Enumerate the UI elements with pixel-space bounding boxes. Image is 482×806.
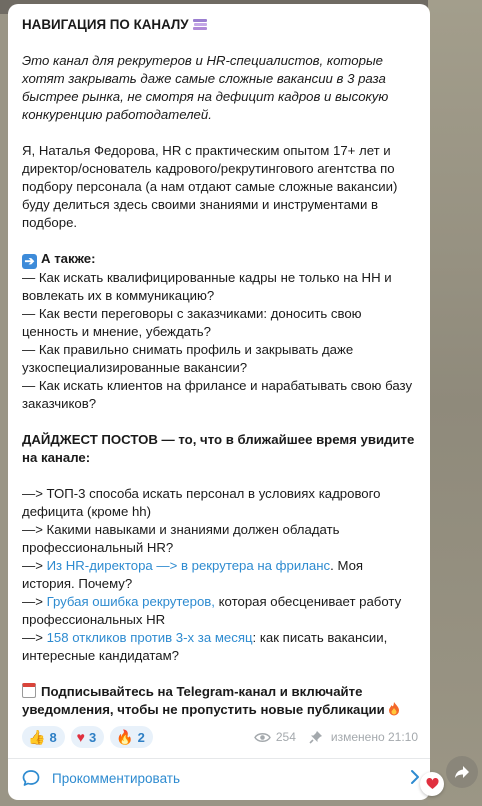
heart-reaction-button[interactable] [420, 772, 444, 796]
pin-icon [309, 730, 323, 744]
reactions-bar [22, 726, 153, 748]
background-right [428, 0, 482, 806]
also-item: — Как правильно снимать профиль и закрывать даже узкоспециализированные вакансии? [22, 342, 354, 375]
reaction-thumbs-up[interactable]: 👍 8 [22, 726, 65, 748]
intro-text: Это канал для рекрутеров и HR-специалистов, которые хотят закрывать даже самые сложные вакансии в 3 раза быстрее рынка, не смотря на дефицит кадров и высокую конкуренцию работодателей. [22, 53, 389, 122]
digest-item: —> ТОП-3 способа искать персонал в условиях кадрового дефицита (кроме hh) [22, 486, 381, 519]
also-item: — Как искать клиентов на фрилансе и нарабатывать свою базу заказчиков? [22, 378, 413, 411]
also-item: — Как искать квалифицированные кадры не только на HH и вовлекать их в коммуникацию? [22, 270, 392, 303]
reaction-heart[interactable]: ♥ 3 [71, 726, 105, 748]
also-item: — Как вести переговоры с заказчиками: доносить свою ценность и мнение, убеждать? [22, 306, 362, 339]
message-meta [254, 730, 418, 744]
digest-item: —> Грубая ошибка рекрутеров, которая обесценивает работу профессиональных HR [22, 594, 402, 627]
heart-icon: ♥ [76, 729, 85, 745]
digest-item: —> Из HR-директора —> в рекрутера на фриланс. Моя история. Почему? [22, 558, 364, 591]
heart-icon [426, 778, 439, 790]
digest-item: —> Какими навыками и знаниями должен обладать профессиональный HR? [22, 522, 340, 555]
thumbs-up-icon: 👍 [28, 729, 46, 745]
also-heading: ➔ А также: [22, 250, 416, 269]
cta-text: Подписывайтесь на Telegram-канал и включайте уведомления, чтобы не пропустить новые публикации [22, 683, 416, 719]
share-icon [454, 765, 470, 779]
digest-item: —> 158 откликов против 3-х за месяц: как писать вакансии, интересные кандидатам? [22, 630, 388, 663]
about-text: Я, Наталья Федорова, HR с практическим опытом 17+ лет и директор/основатель кадрового/рекрутингового агентства по подбору персонала (а нам отдают самые сложные вакансии) буду делиться здесь своими знаниями и инструментами в подборе. [22, 143, 398, 230]
fire-icon [387, 701, 401, 716]
digest-link-freelance[interactable]: Из HR-директора —> в рекрутера на фриланс [46, 558, 331, 573]
eye-icon [254, 732, 271, 743]
edited-label: изменено 21:10 [330, 730, 418, 744]
fire-icon: 🔥 [116, 729, 134, 745]
views-count: 254 [275, 730, 296, 744]
divider [8, 758, 430, 759]
books-icon [192, 18, 208, 31]
reaction-fire[interactable]: 🔥 2 [110, 726, 153, 748]
chevron-right-icon [410, 769, 420, 785]
share-button[interactable] [446, 756, 478, 788]
message-bubble [8, 4, 430, 800]
message-text [8, 4, 430, 719]
arrow-right-icon: ➔ [22, 254, 37, 269]
digest-heading: ДАЙДЖЕСТ ПОСТОВ — то, что в ближайшее время увидите на канале: [22, 432, 415, 465]
digest-link-responses[interactable]: 158 откликов против 3-х за месяц [46, 630, 253, 645]
digest-link-mistake[interactable]: Грубая ошибка рекрутеров, [46, 594, 215, 609]
post-title: НАВИГАЦИЯ ПО КАНАЛУ [22, 16, 416, 34]
comment-icon [22, 769, 40, 787]
comment-label: Прокомментировать [52, 770, 180, 786]
calendar-icon [22, 683, 36, 698]
comment-button[interactable] [22, 766, 422, 790]
